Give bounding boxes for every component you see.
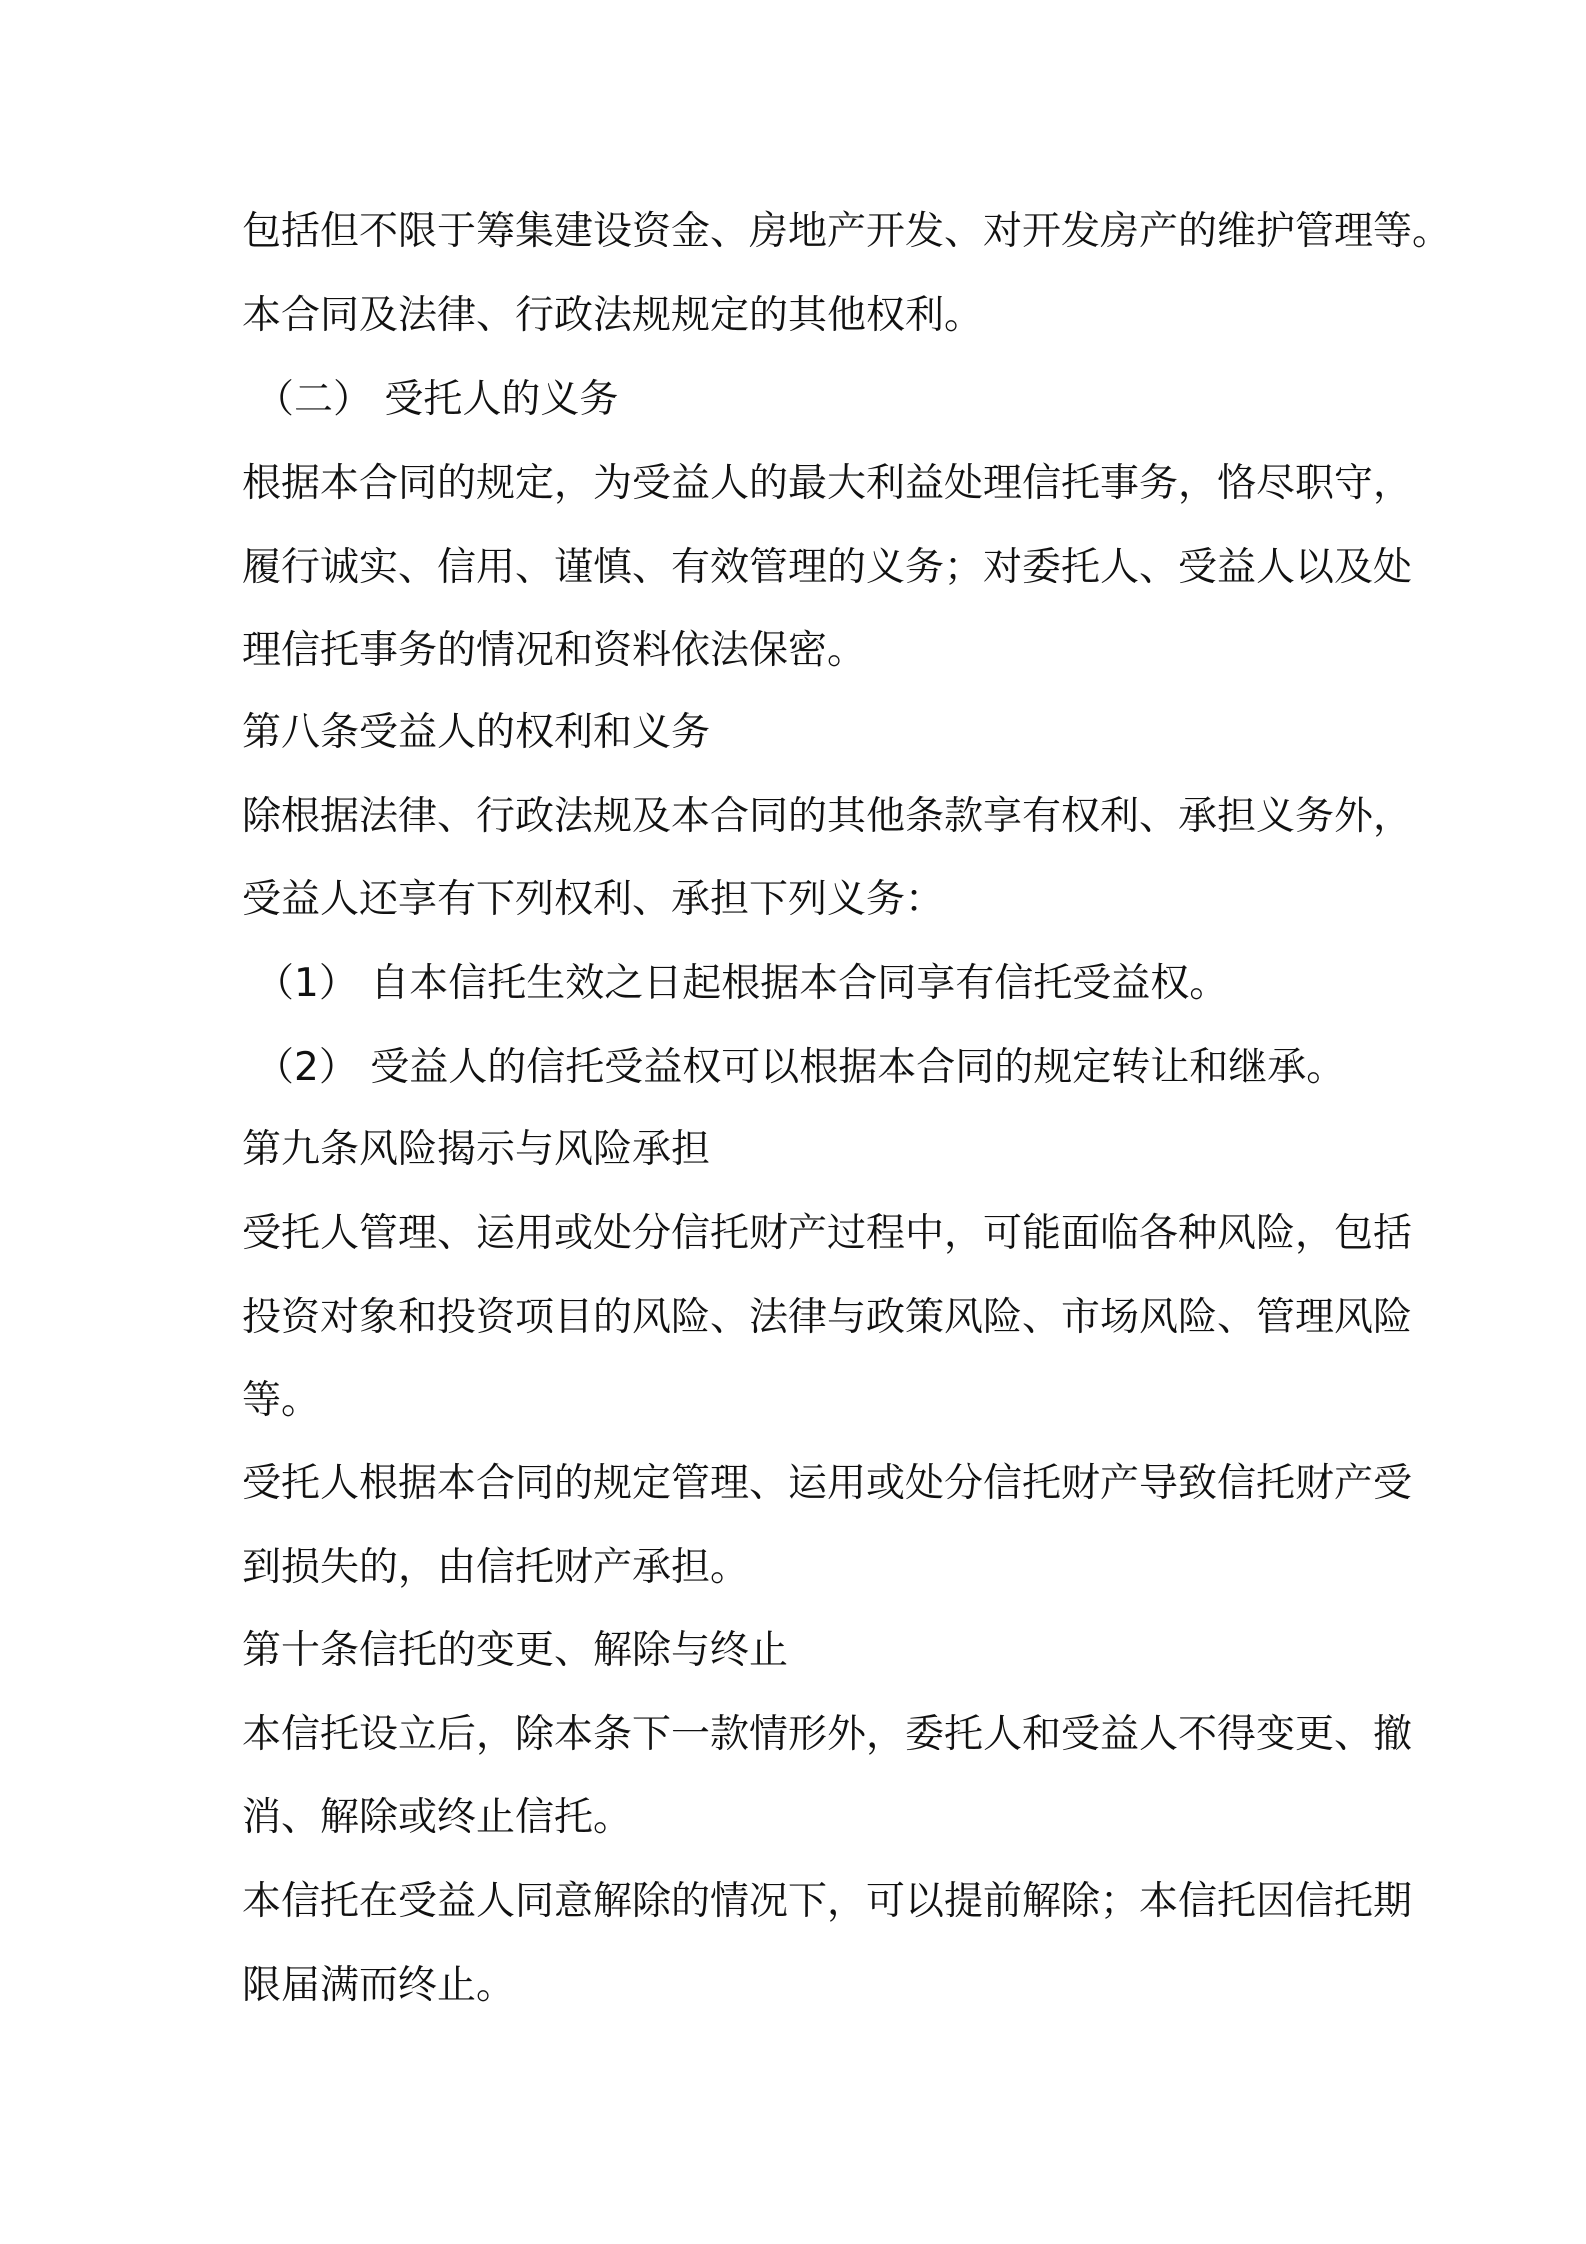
article-heading: 第八条受益人的权利和义务 xyxy=(242,710,711,755)
body-text-line: 本合同及法律、行政法规规定的其他权利。 xyxy=(242,293,984,338)
body-text-line: 等。 xyxy=(242,1378,321,1423)
body-text-line: 受益人还享有下列权利、承担下列义务： xyxy=(242,877,945,922)
section-heading: （二） 受托人的义务 xyxy=(255,377,619,422)
body-text-line: 履行诚实、信用、谨慎、有效管理的义务；对委托人、受益人以及处 xyxy=(242,545,1413,590)
article-heading: 第九条风险揭示与风险承担 xyxy=(242,1127,711,1172)
list-item: （2） 受益人的信托受益权可以根据本合同的规定转让和继承。 xyxy=(255,1045,1346,1090)
body-text-line: 到损失的，由信托财产承担。 xyxy=(242,1545,750,1590)
body-text-line: 投资对象和投资项目的风险、法律与政策风险、市场风险、管理风险 xyxy=(242,1295,1413,1340)
article-heading: 第十条信托的变更、解除与终止 xyxy=(242,1628,789,1673)
body-text-line: 包括但不限于筹集建设资金、房地产开发、对开发房产的维护管理等。 xyxy=(242,209,1452,254)
body-text-line: 受托人根据本合同的规定管理、运用或处分信托财产导致信托财产受 xyxy=(242,1461,1413,1506)
body-text-line: 本信托设立后，除本条下一款情形外，委托人和受益人不得变更、撤 xyxy=(242,1712,1413,1757)
body-text-line: 根据本合同的规定，为受益人的最大利益处理信托事务，恪尽职守， xyxy=(242,461,1413,506)
body-text-line: 消、解除或终止信托。 xyxy=(242,1795,633,1840)
body-text-line: 除根据法律、行政法规及本合同的其他条款享有权利、承担义务外， xyxy=(242,794,1413,839)
body-text-line: 受托人管理、运用或处分信托财产过程中，可能面临各种风险，包括 xyxy=(242,1211,1413,1256)
body-text-line: 限届满而终止。 xyxy=(242,1963,516,2008)
body-text-line: 理信托事务的情况和资料依法保密。 xyxy=(242,628,867,673)
list-item: （1） 自本信托生效之日起根据本合同享有信托受益权。 xyxy=(255,961,1229,1006)
body-text-line: 本信托在受益人同意解除的情况下，可以提前解除；本信托因信托期 xyxy=(242,1879,1413,1924)
